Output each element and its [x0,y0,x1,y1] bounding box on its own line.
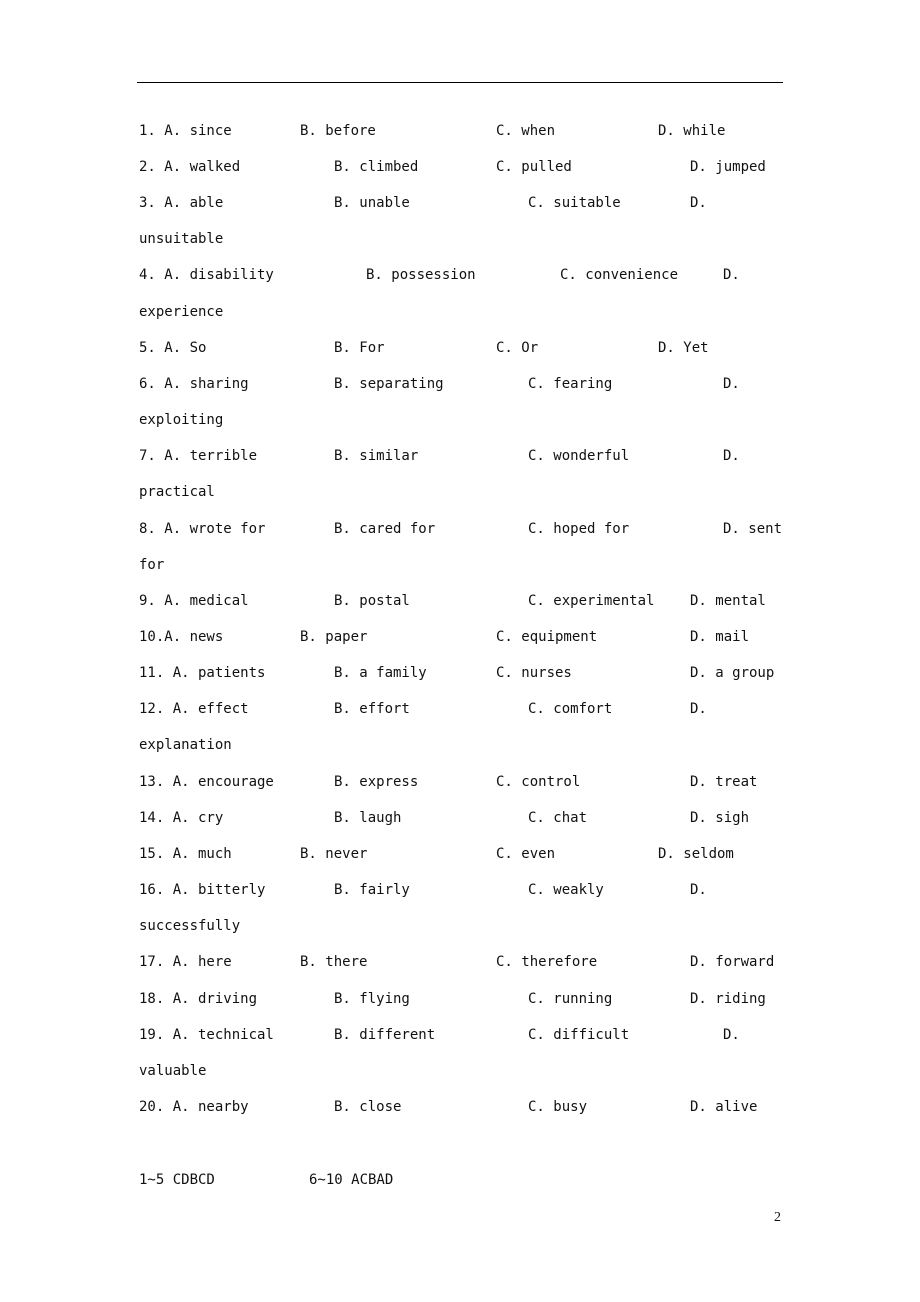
question-label: 12. A. effect [139,701,249,717]
option-3: D. [723,448,740,464]
question-label: 17. A. here [139,954,232,970]
option-1: 6~10 ACBAD [309,1172,394,1188]
option-1: B. flying [334,991,410,1007]
option-1: B. never [300,846,368,862]
option-1: B. similar [334,448,419,464]
page-number: 2 [774,1210,781,1225]
option-2: C. equipment [496,629,598,645]
option-3: D. [723,267,740,283]
question-label: 3. A. able [139,195,224,211]
option-1: B. possession [366,267,476,283]
question-label: explanation [139,737,232,753]
question-label: 9. A. medical [139,593,249,609]
option-3: D. sent [723,521,783,537]
option-1: B. climbed [334,159,419,175]
option-1: B. a family [334,665,427,681]
question-label: 10.A. news [139,629,224,645]
option-2: C. experimental [528,593,655,609]
question-label: 19. A. technical [139,1027,274,1043]
question-label: 8. A. wrote for [139,521,266,537]
option-3: D. [723,1027,740,1043]
option-1: B. laugh [334,810,402,826]
question-label: valuable [139,1063,207,1079]
option-2: C. running [528,991,613,1007]
header-rule [137,82,783,83]
option-2: C. suitable [528,195,621,211]
option-2: C. therefore [496,954,598,970]
option-2: C. Or [496,340,539,356]
option-2: C. weakly [528,882,604,898]
option-3: D. treat [690,774,758,790]
question-label: unsuitable [139,231,224,247]
question-label: 11. A. patients [139,665,266,681]
option-2: C. nurses [496,665,572,681]
option-2: C. difficult [528,1027,630,1043]
question-label: exploiting [139,412,224,428]
option-1: B. close [334,1099,402,1115]
question-label: experience [139,304,224,320]
option-1: B. effort [334,701,410,717]
option-3: D. [723,376,740,392]
option-2: C. when [496,123,556,139]
question-label: 14. A. cry [139,810,224,826]
option-1: B. postal [334,593,410,609]
option-2: C. chat [528,810,588,826]
option-2: C. busy [528,1099,588,1115]
option-2: C. even [496,846,556,862]
option-3: D. [690,195,707,211]
option-3: D. seldom [658,846,734,862]
option-3: D. [690,701,707,717]
question-label: 13. A. encourage [139,774,274,790]
option-1: B. express [334,774,419,790]
option-1: B. fairly [334,882,410,898]
option-1: B. before [300,123,376,139]
option-2: C. convenience [560,267,679,283]
option-1: B. there [300,954,368,970]
option-2: C. fearing [528,376,613,392]
option-1: B. separating [334,376,444,392]
option-2: C. pulled [496,159,572,175]
option-1: B. For [334,340,385,356]
option-3: D. Yet [658,340,709,356]
option-3: D. jumped [690,159,766,175]
question-label: 5. A. So [139,340,207,356]
option-2: C. control [496,774,581,790]
option-1: B. cared for [334,521,436,537]
question-label: 6. A. sharing [139,376,249,392]
question-label: practical [139,484,215,500]
option-3: D. forward [690,954,775,970]
option-3: D. a group [690,665,775,681]
option-3: D. alive [690,1099,758,1115]
option-2: C. comfort [528,701,613,717]
question-label: 15. A. much [139,846,232,862]
question-label: successfully [139,918,241,934]
question-label: 1. A. since [139,123,232,139]
option-1: B. different [334,1027,436,1043]
option-3: D. [690,882,707,898]
question-label: for [139,557,165,573]
option-3: D. riding [690,991,766,1007]
option-3: D. sigh [690,810,750,826]
question-label: 2. A. walked [139,159,241,175]
option-1: B. unable [334,195,410,211]
question-label: 16. A. bitterly [139,882,266,898]
option-3: D. mail [690,629,750,645]
question-label: 20. A. nearby [139,1099,249,1115]
question-label: 4. A. disability [139,267,274,283]
option-3: D. mental [690,593,766,609]
option-2: C. wonderful [528,448,630,464]
option-1: B. paper [300,629,368,645]
option-2: C. hoped for [528,521,630,537]
question-label: 7. A. terrible [139,448,258,464]
question-label: 1~5 CDBCD [139,1172,215,1188]
option-3: D. while [658,123,726,139]
question-label: 18. A. driving [139,991,258,1007]
